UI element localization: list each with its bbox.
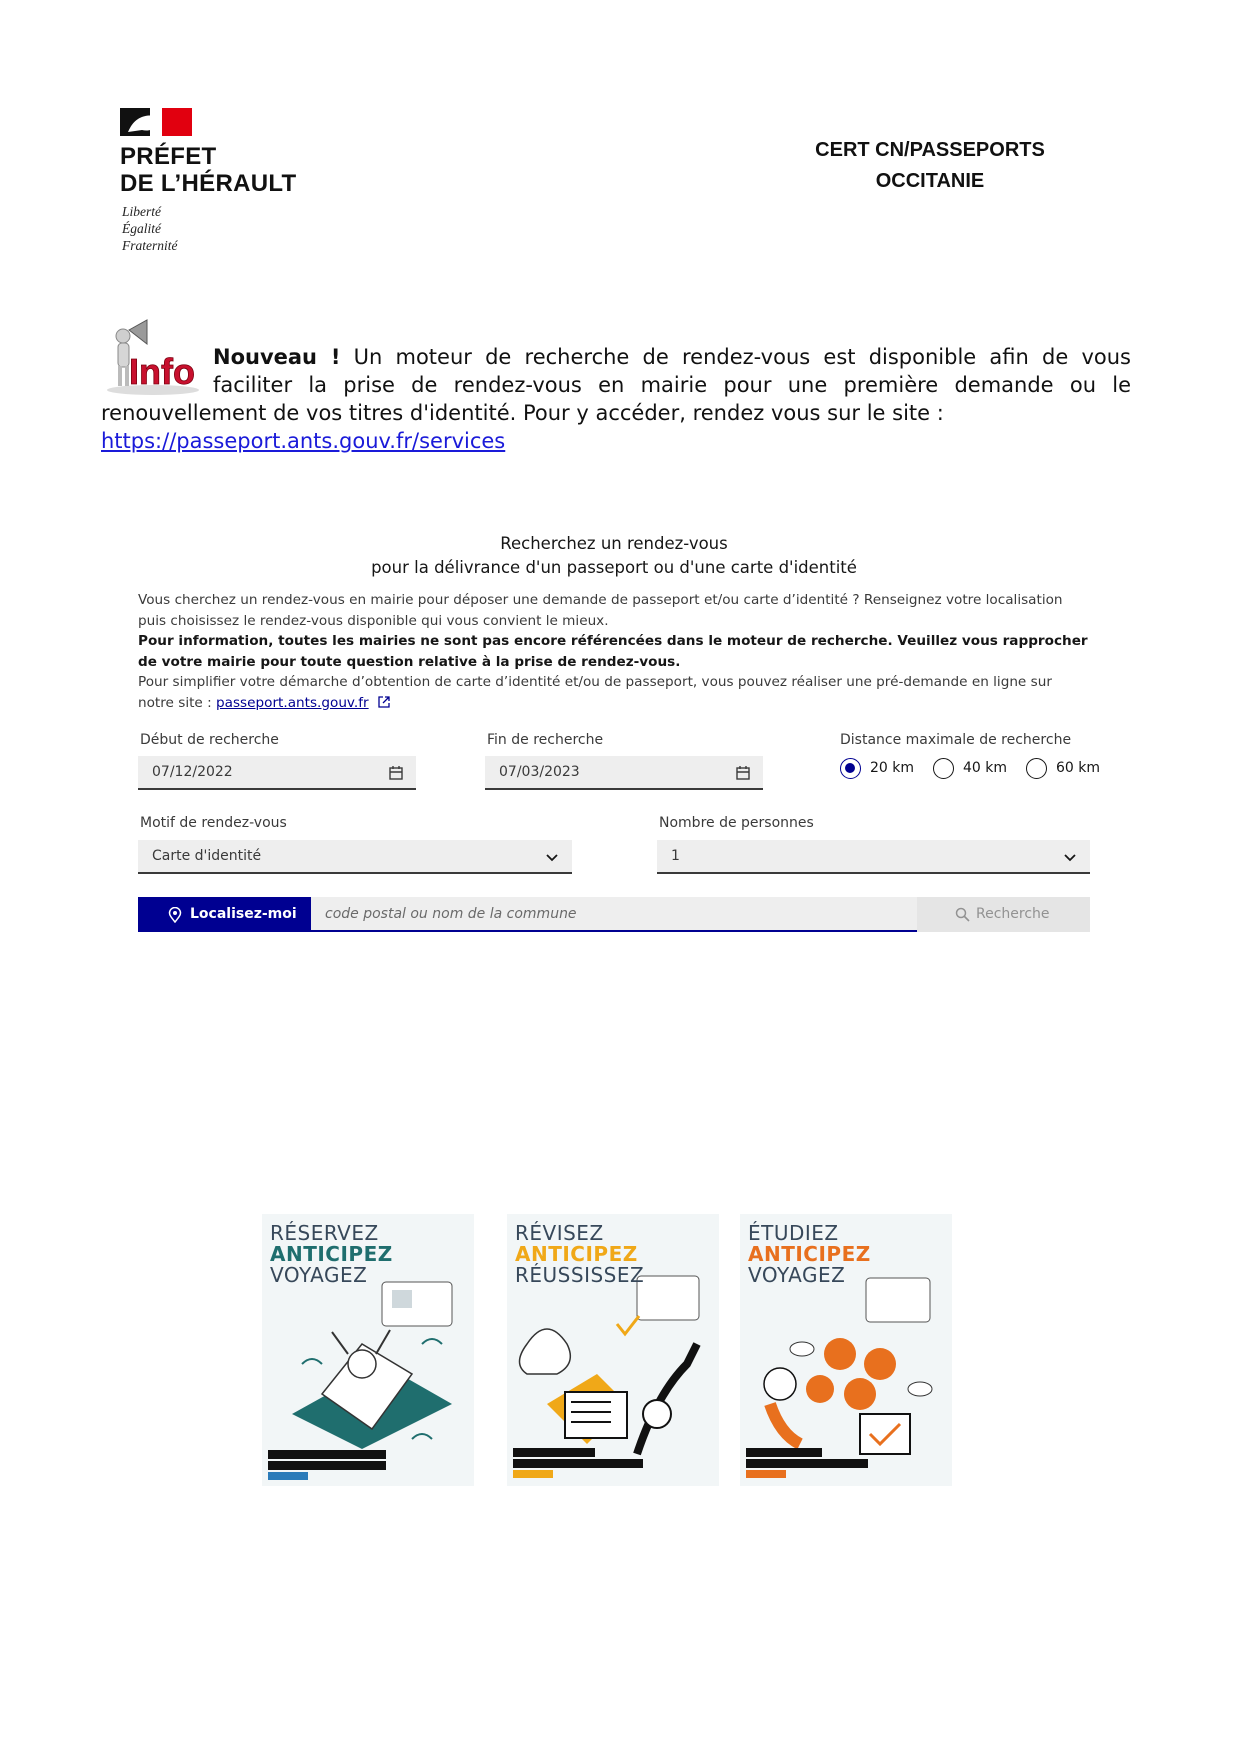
distance-label: Distance maximale de recherche <box>840 732 1072 748</box>
svg-text:Info: Info <box>129 351 195 392</box>
prefecture-logo <box>120 108 320 258</box>
poster-line-1: RÉVISEZ <box>515 1221 604 1245</box>
info-paragraph <box>101 343 1131 455</box>
marianne-flag-icon <box>120 108 192 136</box>
chevron-down-icon[interactable] <box>544 849 560 865</box>
poster-line-3: VOYAGEZ <box>270 1263 368 1287</box>
poster-line-3: VOYAGEZ <box>748 1263 846 1287</box>
end-date-input[interactable]: 07/03/2023 <box>485 756 763 790</box>
poster-etudiez <box>740 1214 952 1486</box>
republic-motto: Liberté Égalité Fraternité <box>122 204 178 253</box>
people-select[interactable]: 1 <box>657 840 1090 874</box>
info-lead: Nouveau ! <box>213 345 341 369</box>
poster-line-2: ANTICIPEZ <box>515 1242 638 1266</box>
external-link-icon <box>378 696 390 708</box>
poster-reservez <box>262 1214 474 1486</box>
locate-me-button[interactable]: Localisez-moi <box>138 897 311 932</box>
pre-demande-link[interactable]: passeport.ants.gouv.fr <box>216 694 369 711</box>
poster-line-3: RÉUSSISSEZ <box>515 1263 645 1287</box>
calendar-icon[interactable] <box>388 765 404 781</box>
poster-line-1: ÉTUDIEZ <box>748 1221 839 1245</box>
poster-line-1: RÉSERVEZ <box>270 1221 379 1245</box>
panel-description: Vous cherchez un rendez-vous en mairie pour déposer une demande de passeport et/ou carte d’identité ? Renseignez votre localisation puis choisissez le rendez-vous disponible qui vous convient le mieux. Pour information, toutes les mairies ne sont pas encore référencées dans le moteur de recherche. Veuillez vous rapprocher de votre mairie pour toute question relative à la prise de rendez-vous. Pour simplifier votre démarche d’obtention de carte d’identité et/ou de passeport, vous pouvez réaliser une pré-demande en ligne sur notre site : passeport.ants.gouv.fr <box>138 592 1088 711</box>
poster-line-2: ANTICIPEZ <box>270 1242 393 1266</box>
panel-title: Recherchez un rendez-vous pour la délivrance d'un passeport ou d'une carte d'identité <box>371 534 857 577</box>
people-label: Nombre de personnes <box>659 815 814 831</box>
services-link[interactable]: https://passeport.ants.gouv.fr/services <box>101 429 506 453</box>
prefecture-name: PRÉFET DE L’HÉRAULT <box>120 143 297 197</box>
poster-line-2: ANTICIPEZ <box>748 1242 871 1266</box>
calendar-icon[interactable] <box>735 765 751 781</box>
start-date-label: Début de recherche <box>140 732 279 748</box>
info-text: Un moteur de recherche de rendez-vous est disponible afin de vous faciliter la prise de rendez-vous en mairie pour une première demande ou le renouvellement de vos titres d'identité. Pour y accéder, rendez vous sur le site : <box>101 345 1131 425</box>
commune-search-input[interactable]: code postal ou nom de la commune <box>311 897 917 932</box>
appointment-search-panel: Recherchez un rendez-vous pour la délivrance d'un passeport ou d'une carte d'identité Vous cherchez un rendez-vous en mairie pour déposer une demande de passeport et/ou carte d’identité ? Renseignez votre localisation puis choisissez le rendez-vous disponible qui vous convient le mieux. Pour information, toutes les mairies ne sont pas encore référencées dans le moteur de recherche. Veuillez vous rapprocher de votre mairie pour toute question relative à la prise de rendez-vous. Pour simplifier votre démarche d’obtention de carte d’identité et/ou de passeport, vous pouvez réaliser une pré-demande en ligne sur notre site : passeport.ants.gouv.fr Début de recherche 07/12/2022 Fin de recherche 07/03/2023 Distance maximale de recherche 20 km 40 km 60 km Motif de rendez-vous Carte d'identité Nombre de personnes 1 Localisez-moi code postal ou nom de la commune Recherche <box>138 532 1090 932</box>
reason-select[interactable]: Carte d'identité <box>138 840 572 874</box>
search-icon <box>955 907 970 922</box>
search-button[interactable]: Recherche <box>917 897 1090 932</box>
chevron-down-icon[interactable] <box>1062 849 1078 865</box>
start-date-input[interactable]: 07/12/2022 <box>138 756 416 790</box>
location-pin-icon <box>168 907 182 923</box>
poster-revisez <box>507 1214 719 1486</box>
reason-label: Motif de rendez-vous <box>140 815 287 831</box>
end-date-label: Fin de recherche <box>487 732 604 748</box>
department-heading: CERT CN/PASSEPORTS OCCITANIE <box>815 139 1045 192</box>
